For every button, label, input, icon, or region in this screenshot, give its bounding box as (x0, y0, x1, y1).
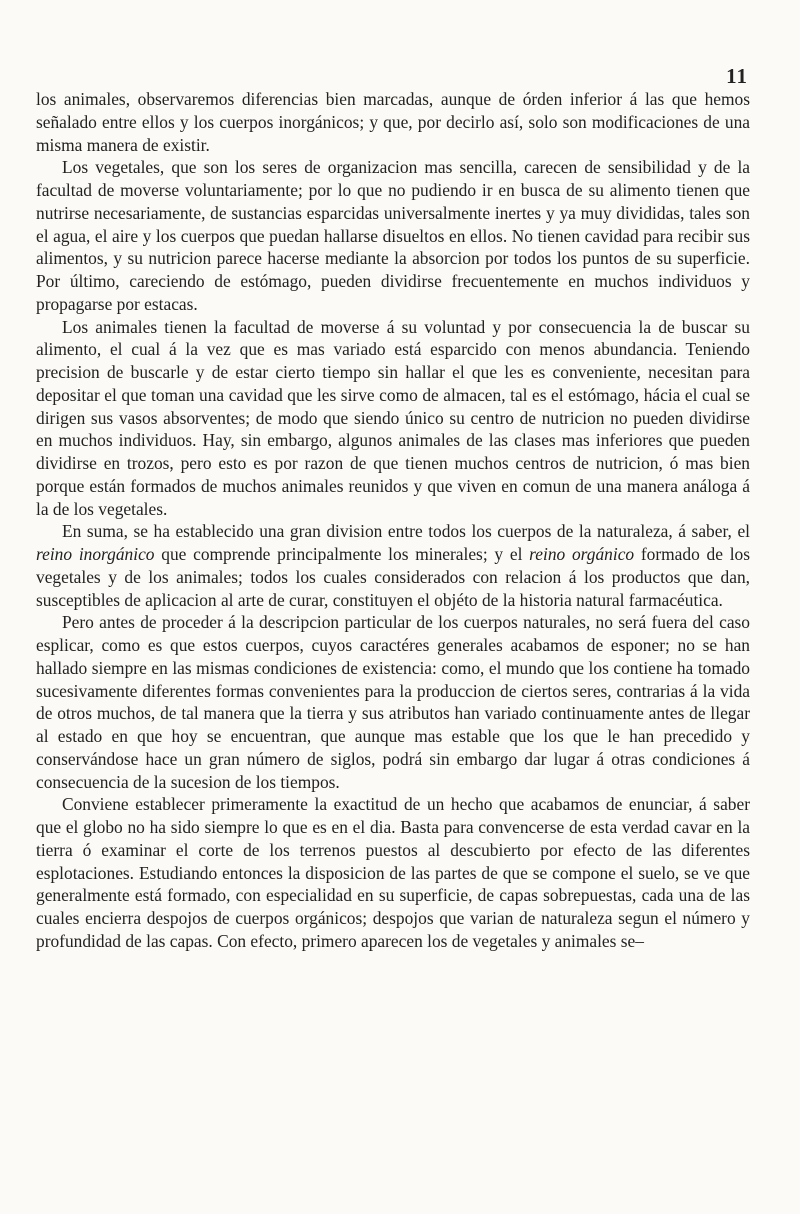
body-text (36, 88, 750, 953)
paragraph (36, 520, 750, 611)
italic-term: reino orgánico (529, 544, 635, 564)
paragraph (36, 88, 750, 156)
text-run: formado de los vegetales y de los animales; todos los cuales considerados con relacion á los productos que dan, susceptibles de aplicacion al arte de curar, constituyen el objéto de la historia natural farmacéutica. (36, 544, 751, 610)
paragraph (36, 316, 750, 521)
text-run: Los animales tienen la facultad de moverse á su voluntad y por consecuencia la de buscar su alimento, el cual á la vez que es mas variado está esparcido con menos abundancia. Teniendo precision de buscarle y de estar cierto tiempo sin hallar el que les es conveniente, necesitan para depositar el que toman una cavidad que les sirve como de almacen, tal es el estómago, hácia el cual se dirigen sus vasos absorventes; de modo que siendo único su centro de nutricion no pueden dividirse en muchos individuos. Hay, sin embargo, algunos animales de las clases mas inferiores que pueden dividirse en trozos, pero esto es por razon de que tienen muchos centros de nutricion, ó mas bien porque están formados de muchos animales reunidos y que viven en comun de una manera análoga á la de los vegetales. (36, 316, 750, 519)
text-run: los animales, observaremos diferencias bien marcadas, aunque de órden inferior á las que hemos señalado entre ellos y los cuerpos inorgánicos; y que, por decirlo así, solo son modificaciones de una misma manera de existir. (36, 89, 750, 155)
paragraph (36, 611, 750, 793)
italic-term: reino inorgánico (36, 544, 155, 564)
text-run: Los vegetales, que son los seres de organizacion mas sencilla, carecen de sensibilidad y de la facultad de moverse voluntariamente; por lo que no pudiendo ir en busca de su alimento tienen que nutrirse necesariamente, de sustancias esparcidas universalmente inertes y ya muy divididas, tales son el agua, el aire y los cuerpos que puedan hallarse disueltos en ellos. No tienen cavidad para recibir sus alimentos, y su nutricion parece hacerse mediante la absorcion por todos los puntos de su superficie. Por último, careciendo de estómago, pueden dividirse frecuentemente en muchos individuos y propagarse por estacas. (36, 157, 750, 314)
text-run: En suma, se ha establecido una gran division entre todos los cuerpos de la naturaleza, á saber, el (62, 521, 750, 542)
text-run: que comprende principalmente los minerales; y el (154, 544, 530, 564)
paragraph (36, 793, 750, 952)
paragraph (36, 156, 750, 315)
text-run: Pero antes de proceder á la descripcion particular de los cuerpos naturales, no será fuera del caso esplicar, como es que estos cuerpos, cuyos caractéres generales acabamos de esponer; no se han hallado siempre en las mismas condiciones de existencia: como, el mundo que los contiene ha tomado sucesivamente diferentes formas convenientes para la produccion de ciertos seres, contrarias á la vida de otros muchos, de tal manera que la tierra y sus atributos han variado continuamente antes de llegar al estado en que hoy se encuentran, que aunque mas estable que los que le han precedido y conservándose hace un gran número de siglos, podrá sin embargo dar lugar á otras condiciones á consecuencia de la sucesion de los tiempos. (36, 612, 750, 792)
page-number: 11 (726, 64, 748, 88)
text-run: Conviene establecer primeramente la exactitud de un hecho que acabamos de enunciar, á saber que el globo no ha sido siempre lo que es en el dia. Basta para convencerse de esta verdad cavar en la tierra ó examinar el corte de los terrenos puestos al descubierto por efecto de las diferentes esplotaciones. Estudiando entonces la disposicion de las partes de que se compone el suelo, se ve que generalmente está formado, con especialidad en su superficie, de capas sobrepuestas, cada una de las cuales encierra despojos de cuerpos orgánicos; despojos que varian de naturaleza segun el número y profundidad de las capas. Con efecto, primero aparecen los de vegetales y animales se– (36, 794, 750, 951)
